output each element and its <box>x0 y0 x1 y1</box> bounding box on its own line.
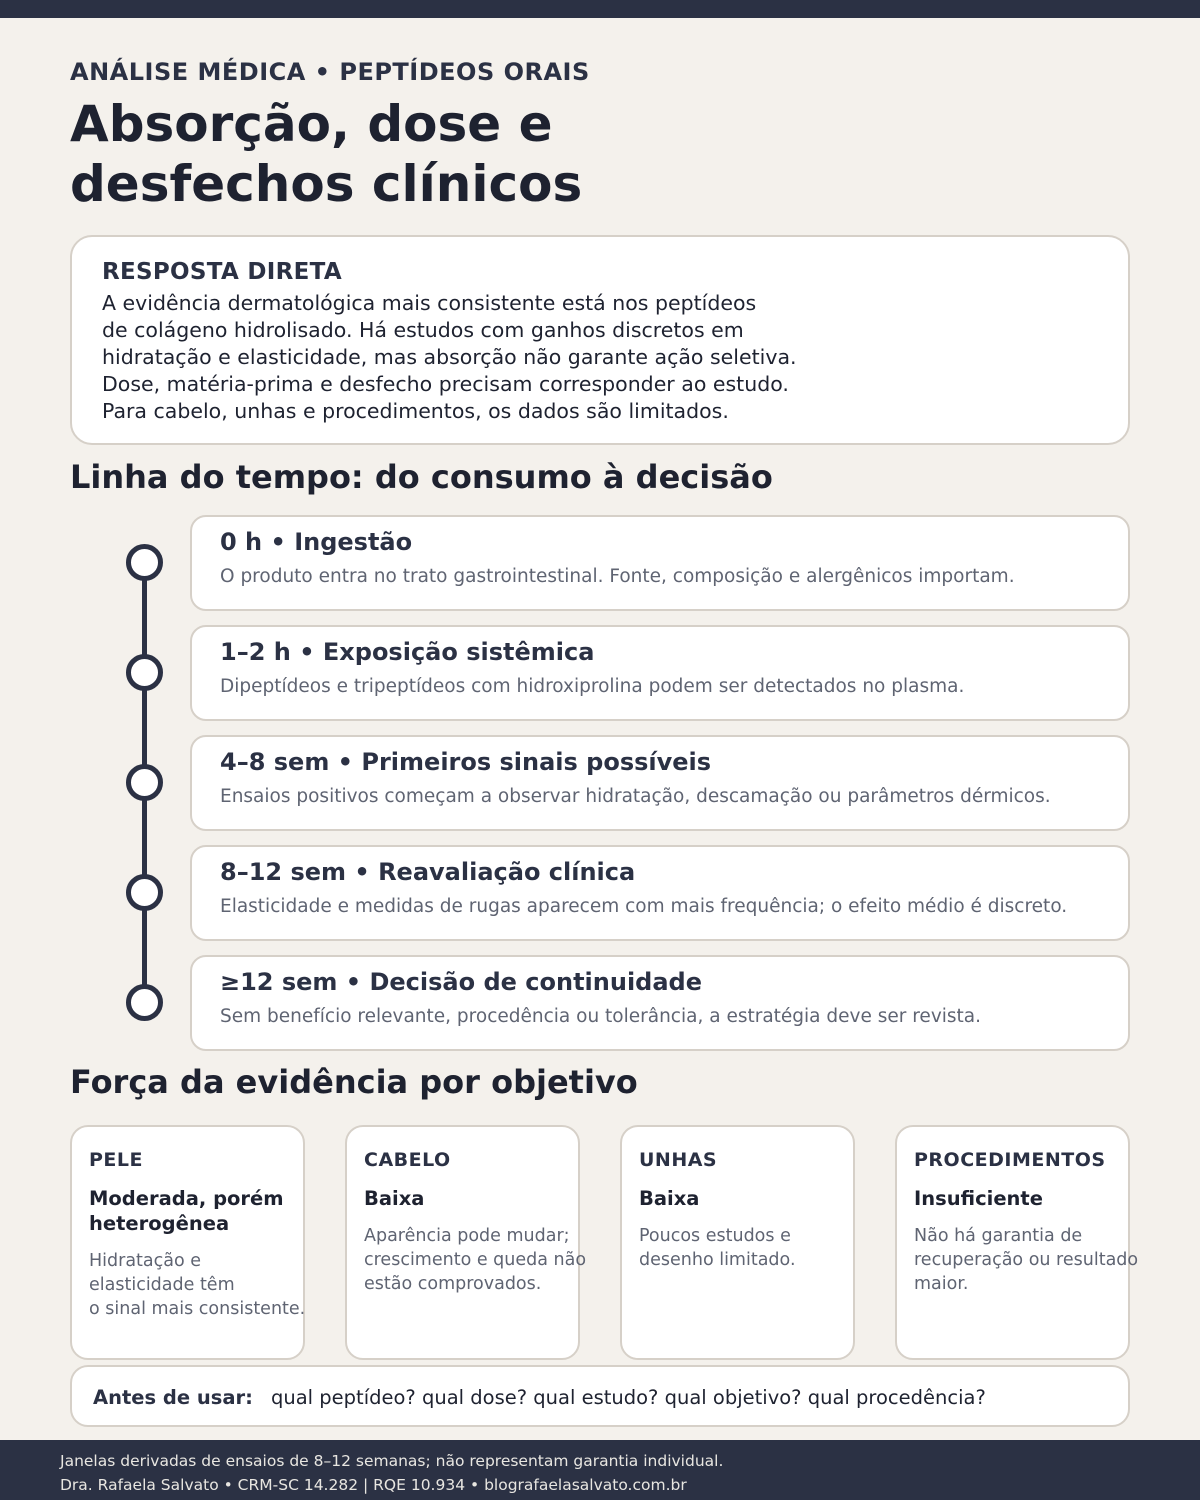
evidence-description-line: crescimento e queda não <box>364 1250 587 1270</box>
timeline-node <box>126 764 163 801</box>
timeline-section-title: Linha do tempo: do consumo à decisão <box>70 458 773 496</box>
footer <box>0 1440 1200 1500</box>
timeline-card-description: O produto entra no trato gastrointestinal. Fonte, composição e alergênicos importam. <box>220 566 1015 587</box>
before-use-card <box>70 1365 1130 1427</box>
evidence-level: Insuficiente <box>914 1187 1043 1210</box>
evidence-description <box>914 1224 1138 1296</box>
evidence-category: PROCEDIMENTOS <box>914 1149 1106 1171</box>
before-use-label: Antes de usar: <box>93 1386 253 1409</box>
footer-credits: Dra. Rafaela Salvato • CRM-SC 14.282 | RQE 10.934 • blografaelasalvato.com.br <box>60 1476 687 1494</box>
timeline-card-continuity-decision <box>190 955 1130 1051</box>
timeline-card-title: 8–12 sem • Reavaliação clínica <box>220 858 636 886</box>
evidence-description-line: recuperação ou resultado <box>914 1250 1139 1270</box>
timeline-node <box>126 544 163 581</box>
direct-answer-heading: RESPOSTA DIRETA <box>102 259 342 285</box>
evidence-description-line: elasticidade têm <box>89 1275 235 1295</box>
timeline-card-title: 4–8 sem • Primeiros sinais possíveis <box>220 748 712 776</box>
timeline-card-description: Sem benefício relevante, procedência ou tolerância, a estratégia deve ser revista. <box>220 1006 982 1027</box>
evidence-category: PELE <box>89 1149 143 1171</box>
evidence-card-skin <box>70 1125 305 1360</box>
timeline-node <box>126 874 163 911</box>
direct-answer-line: A evidência dermatológica mais consistente está nos peptídeos <box>102 291 757 315</box>
page-title-line-1: Absorção, dose e <box>70 95 553 153</box>
top-bar <box>0 0 1200 18</box>
evidence-category: CABELO <box>364 1149 451 1171</box>
timeline-card-title: 1–2 h • Exposição sistêmica <box>220 638 595 666</box>
evidence-description-line: desenho limitado. <box>639 1250 796 1270</box>
timeline-card-description: Dipeptídeos e tripeptídeos com hidroxiprolina podem ser detectados no plasma. <box>220 676 965 697</box>
evidence-level: Baixa <box>639 1187 700 1210</box>
timeline-card-description: Elasticidade e medidas de rugas aparecem com mais frequência; o efeito médio é discreto. <box>220 896 1068 917</box>
timeline-card-description: Ensaios positivos começam a observar hidratação, descamação ou parâmetros dérmicos. <box>220 786 1051 807</box>
evidence-category: UNHAS <box>639 1149 718 1171</box>
timeline-node <box>126 654 163 691</box>
direct-answer-line: hidratação e elasticidade, mas absorção não garante ação seletiva. <box>102 345 797 369</box>
before-use-questions: qual peptídeo? qual dose? qual estudo? qual objetivo? qual procedência? <box>271 1386 986 1409</box>
evidence-description <box>89 1249 305 1321</box>
evidence-level: Baixa <box>364 1187 425 1210</box>
evidence-card-nails <box>620 1125 855 1360</box>
timeline-card-title: 0 h • Ingestão <box>220 528 413 556</box>
timeline-card-reassessment <box>190 845 1130 941</box>
evidence-description-line: maior. <box>914 1274 969 1294</box>
eyebrow-label: ANÁLISE MÉDICA • PEPTÍDEOS ORAIS <box>70 58 590 86</box>
direct-answer-line: Dose, matéria-prima e desfecho precisam corresponder ao estudo. <box>102 372 789 396</box>
timeline-card-systemic-exposure <box>190 625 1130 721</box>
evidence-description <box>639 1224 796 1272</box>
evidence-description-line: Hidratação e <box>89 1251 202 1271</box>
page-title <box>70 94 770 214</box>
evidence-card-procedures <box>895 1125 1139 1360</box>
evidence-description-line: estão comprovados. <box>364 1274 542 1294</box>
page-title-line-2: desfechos clínicos <box>70 155 583 213</box>
evidence-description-line: Poucos estudos e <box>639 1226 791 1246</box>
evidence-description-line: Aparência pode mudar; <box>364 1226 570 1246</box>
timeline-card-ingestion <box>190 515 1130 611</box>
timeline-card-first-signs <box>190 735 1130 831</box>
timeline-card-title: ≥12 sem • Decisão de continuidade <box>220 968 703 996</box>
evidence-level: Moderada, porém heterogênea <box>89 1187 284 1235</box>
direct-answer-card <box>70 235 1130 445</box>
direct-answer-line: de colágeno hidrolisado. Há estudos com ganhos discretos em <box>102 318 744 342</box>
footer-disclaimer: Janelas derivadas de ensaios de 8–12 semanas; não representam garantia individual. <box>60 1452 724 1470</box>
direct-answer-line: Para cabelo, unhas e procedimentos, os dados são limitados. <box>102 399 729 423</box>
direct-answer-text <box>102 290 797 425</box>
evidence-description <box>364 1224 586 1296</box>
timeline-node <box>126 984 163 1021</box>
evidence-section-title: Força da evidência por objetivo <box>70 1063 638 1101</box>
evidence-description-line: Não há garantia de <box>914 1226 1083 1246</box>
evidence-description-line: o sinal mais consistente. <box>89 1299 306 1319</box>
evidence-card-hair <box>345 1125 587 1360</box>
